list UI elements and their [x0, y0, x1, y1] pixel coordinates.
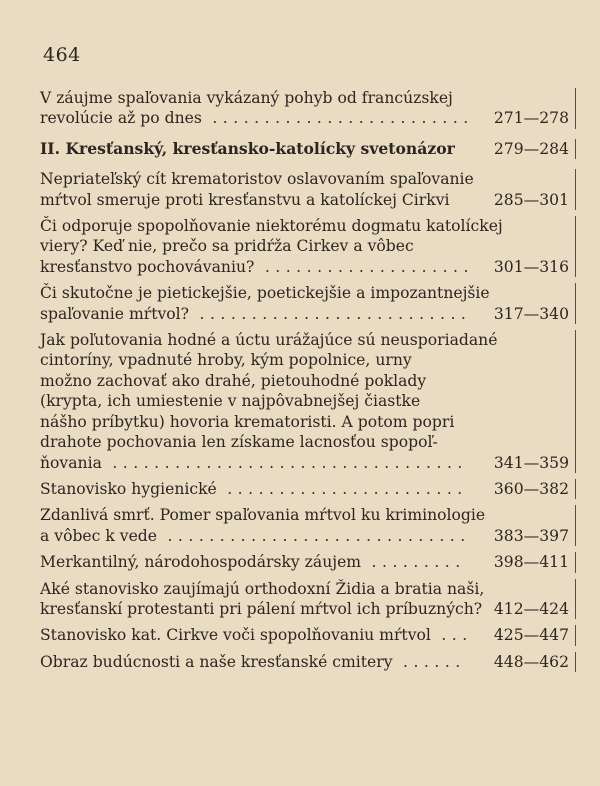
dot-leader: .............................: [157, 526, 471, 545]
toc-entry-line: [40, 552, 479, 572]
toc-entry-title: [40, 479, 479, 499]
toc-entry-line: [40, 257, 479, 277]
toc-entry-line: [40, 479, 479, 499]
toc-entry-pages: 360—382: [493, 479, 569, 498]
toc-entry-title: [40, 652, 479, 672]
toc-entry: [40, 479, 576, 499]
toc-entry-title: [40, 625, 479, 645]
toc-entry: [40, 169, 576, 210]
dot-leader: ...: [430, 626, 473, 645]
toc-entry-line-text: V záujme spaľovania vykázaný pohyb od francúzskej: [40, 89, 453, 107]
toc-entry-pages: 317—340: [493, 304, 569, 323]
toc-entry-line-text: mŕtvol smeruje proti kresťanstvu a katolíckej Cirkvi: [40, 190, 450, 209]
toc-entry-line: [40, 216, 503, 236]
toc-entry-pages: 448—462: [493, 652, 569, 671]
toc-entry: [40, 579, 576, 620]
toc-entry-line-text: Obraz budúcnosti a naše kresťanské cmitery: [40, 652, 393, 671]
toc-entry-line-text: Stanovisko kat. Cirkve voči spopolňovaniu mŕtvol: [40, 626, 431, 645]
toc-entry-pages: 383—397: [493, 526, 569, 545]
toc-entry-line: [40, 169, 479, 189]
toc-entry-line: [40, 236, 479, 256]
toc-entry-line: [40, 190, 479, 210]
toc-entry-line-text: cintoríny, vpadnuté hroby, kým popolnice, urny: [40, 351, 412, 370]
toc-entry: [40, 552, 576, 572]
toc-entry-title: [40, 88, 479, 129]
toc-entry-line-text: Či skutočne je pietickejšie, poetickejšie a impozantnejšie: [40, 284, 490, 303]
toc-entry: [40, 330, 576, 473]
toc-entry-pages: 412—424: [493, 599, 569, 618]
toc-entry-line-text: možno zachovať ako drahé, pietouhodné poklady: [40, 371, 427, 390]
dot-leader: ....................: [254, 257, 474, 276]
toc-entry-line: [40, 505, 486, 525]
toc-entry-line: [40, 371, 479, 391]
toc-entry-line: [40, 432, 479, 452]
table-of-contents: [40, 88, 576, 672]
dot-leader: .........................: [201, 109, 474, 128]
toc-entry: [40, 139, 576, 159]
toc-entry-title: [40, 579, 485, 620]
toc-entry-line-text: Merkantilný, národohospodársky záujem: [40, 553, 362, 572]
toc-entry-line-text: kresťanstvo pochovávaniu?: [40, 257, 255, 276]
dot-leader: ......: [392, 652, 466, 671]
toc-entry-line-text: spaľovanie mŕtvol?: [40, 304, 190, 323]
section-heading: [40, 139, 479, 159]
toc-entry-line-text: Jak poľutovania hodné a úctu urážajúce sú neusporiadané: [40, 331, 498, 350]
toc-entry-line: [40, 88, 479, 108]
toc-entry-pages: 425—447: [493, 626, 569, 645]
toc-entry-line-text: kresťanskí protestanti pri pálení mŕtvol ich príbuzných?: [40, 599, 483, 618]
toc-entry-pages: 398—411: [493, 553, 569, 572]
toc-entry-pages: 285—301: [493, 190, 569, 209]
toc-entry-line: [40, 330, 498, 350]
toc-entry: [40, 216, 576, 277]
toc-entry-line: [40, 453, 479, 473]
toc-entry-line-text: ňovania: [40, 453, 102, 472]
dot-leader: ..........................: [189, 304, 472, 323]
toc-entry-pages: 271—278: [493, 109, 569, 128]
toc-entry-line: [40, 599, 483, 619]
toc-entry-line-text: drahote pochovania len získame lacnosťou spopoľ-: [40, 433, 438, 452]
toc-entry-line-text: Aké stanovisko zaujímajú orthodoxní Židia a bratia naši,: [40, 579, 485, 598]
toc-entry-line-text: Zdanlivá smrť. Pomer spaľovania mŕtvol ku kriminologie: [40, 506, 486, 525]
toc-entry-title: [40, 552, 479, 572]
dot-leader: .......................: [216, 479, 468, 498]
toc-entry-line-text: nášho príbytku) hovoria krematoristi. A potom popri: [40, 412, 455, 431]
toc-entry-pages: 279—284: [493, 139, 569, 158]
dot-leader: .........: [361, 553, 466, 572]
toc-entry-line: [40, 652, 479, 672]
toc-entry: [40, 625, 576, 645]
toc-entry-title: [40, 169, 479, 210]
toc-entry-title: [40, 283, 490, 324]
toc-entry-title: [40, 330, 498, 473]
toc-entry-line-text: revolúcie až po dnes: [40, 109, 202, 128]
toc-entry-line: [40, 139, 479, 159]
toc-entry-line-text: (krypta, ich umiestenie v najpôvabnejšej čiastke: [40, 392, 421, 411]
toc-entry-line: [40, 283, 490, 303]
toc-entry-line-text: Nepriateľský cít krematoristov oslavovaním spaľovanie: [40, 170, 474, 189]
toc-entry-line-text: II. Kresťanský, kresťansko-katolícky svetonázor: [40, 138, 455, 158]
toc-entry-line: [40, 391, 479, 411]
dot-leader: ..................................: [101, 453, 468, 472]
toc-entry-line: [40, 304, 479, 324]
toc-entry: [40, 283, 576, 324]
toc-entry-title: [40, 505, 486, 546]
toc-entry-pages: 301—316: [493, 257, 569, 276]
toc-entry-line: [40, 350, 479, 370]
toc-entry: [40, 88, 576, 129]
page-number: 464: [43, 44, 81, 66]
toc-entry-line: [40, 625, 479, 645]
toc-entry-line: [40, 412, 479, 432]
toc-entry-line-text: viery? Keď nie, prečo sa pridŕža Cirkev a vôbec: [40, 237, 414, 256]
toc-entry: [40, 505, 576, 546]
toc-entry: [40, 652, 576, 672]
toc-entry-line: [40, 526, 479, 546]
toc-entry-line: [40, 108, 479, 128]
toc-entry-title: [40, 216, 503, 277]
toc-entry-pages: 341—359: [493, 453, 569, 472]
toc-entry-line-text: a vôbec k vede: [40, 526, 158, 545]
toc-entry-line: [40, 579, 485, 599]
toc-entry-line-text: Stanovisko hygienické: [40, 479, 217, 498]
toc-entry-line-text: Či odporuje spopolňovanie niektorému dogmatu katolíckej: [40, 217, 503, 236]
